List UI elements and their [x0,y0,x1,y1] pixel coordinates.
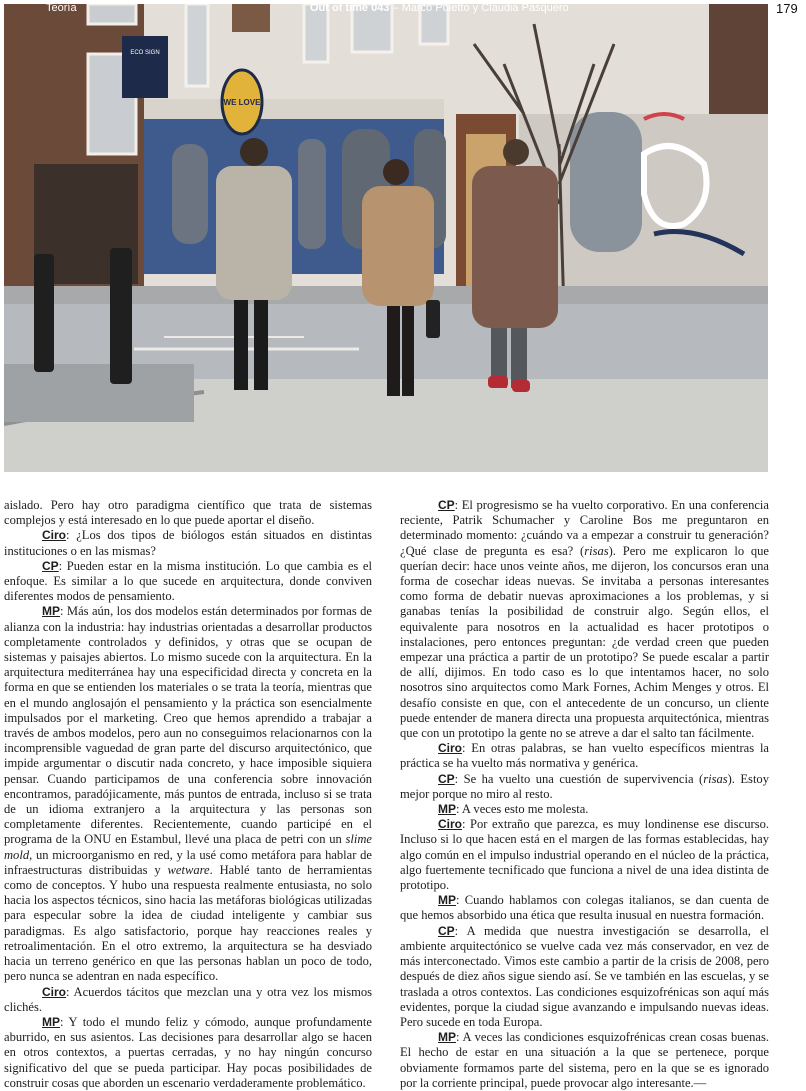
paragraph-text: ). Estoy mejor porque no miro al resto. [400,771,769,801]
speaker-label: MP [438,802,456,817]
paragraph [400,1030,769,1091]
right-text-column [400,498,769,1091]
speaker-label: CP [42,558,59,573]
paragraph-text: , un microorganismo en red, y la usé como metáfora para hablar de infraestructuras distribuidas y [4,847,372,877]
round-sign-text: WE LOVE [223,98,261,107]
speaker-label: MP [42,604,60,619]
arched-window-right [570,112,642,252]
italic-term: wetware [167,862,210,877]
speaker-label: Ciro [42,984,66,999]
paragraph-text: : Por extraño que parezca, es muy londinense ese discurso. Incluso si lo que hacen está en el margen de las formas establecidas, hay algo común en el impulso industrial operando en el núcleo de la práctica, algo fuertemente tecnificado que funciona a nivel de una idea distinta de prototipo. [400,817,769,893]
authors: Marco Poletto y Claudia Pasquero [401,2,569,14]
bollard [110,248,132,384]
speaker-label: CP [438,771,455,786]
street-photo [4,4,768,472]
paragraph-text: : ¿Los dos tipos de biólogos están situados en distintas instituciones o en las mismas? [4,528,372,558]
speaker-label: CP [438,498,455,512]
paragraph-text: : Acuerdos tácitos que mezclan una y otra vez los mismos clichés. [4,984,372,1014]
paragraph-text: : Y todo el mundo feliz y cómodo, aunque profundamente aburrido, en sus asientos. Las decisiones para desarrollar algo se hacen en otros contextos, a puertas cerradas, y no hay ningún concurso significativo del que se pueda participar. Hay pocas posibilidades de construir cosas que aborden un escenario verdaderamente problemático. [4,1014,372,1090]
paragraph-text: : Pueden estar en la misma institución. Lo que cambia es el enfoque. Es similar a lo que sucede en arquitectura, donde conviven diferentes modos de pensamiento. [4,558,372,604]
paragraph [400,893,769,923]
speaker-label: Ciro [438,817,462,832]
paragraph-text: aislado. Pero hay otro paradigma científico que trata de sistemas complejos y está interesado en lo que puede aportar el diseño. [4,498,372,528]
speaker-label: Ciro [42,528,66,543]
italic-term: risas [703,771,728,786]
italic-term: risas [584,543,609,558]
paragraph-text: : En otras palabras, se han vuelto específicos mientras la práctica se ha vuelto más normativa y genérica. [400,741,769,771]
paragraph [400,817,769,893]
paragraph [4,985,372,1015]
paragraph-text: ). Pero me explicaron lo que querían decir: hace unos veinte años, me dijeron, los concursos eran una forma de cosechar ideas nuevas. Se invitaba a personas interesantes como forma de debatir nuevas aproximaciones a los problemas, y si ganabas tenías la posibilidad de construir algo. Según ellos, el equivalente para nosotros en la actualidad es hacer prototipos o instalaciones, pero entonces preguntan: ¿de verdad creen que pueden empezar una práctica a partir de un prototipo? Se puede escalar a partir de allí, dijimos. En todo caso es lo que intentamos hacer, no solo nosotros sino arquitectos como Mark Fornes, Achim Menges y otros. El desafío consiste en que, con el antecedente de un concurso, un cliente puede entender de manera directa una propuesta arquitectónica, mientras que con un prototipo la gente no se atreve a dar el salto tan fácilmente. [400,543,770,741]
header-separator: – [392,2,399,14]
paragraph [400,802,769,817]
page-number: 179 [776,1,798,16]
paragraph-text: : Se ha vuelto una cuestión de supervivencia ( [454,771,704,786]
speaker-label: MP [42,1014,60,1029]
speaker-label: MP [438,1030,456,1045]
italic-term: slime mold [4,832,372,862]
shop-sign-text: ECO SIGN [130,50,160,56]
paragraph [400,924,769,1030]
paragraph-text: : El progresismo se ha vuelto corporativo. En una conferencia reciente, Patrik Schumacher y Caroline Bos me preguntaron en determinado momento: ¿cuándo va a empezar a construir tu generación? ¿Qué clase de pregunta es esa? ( [400,498,769,558]
arched-window [298,139,326,249]
near-pavement [4,364,194,422]
left-text-column [4,498,372,1091]
arched-window [172,144,208,244]
speaker-label: MP [438,893,456,908]
speaker-label: Ciro [438,741,462,756]
series-and-authors [310,2,569,14]
paragraph-text: : A veces las condiciones esquizofrénicas crean cosas buenas. El hecho de estar en una situación a la que se pertenece, porque obviamente formamos parte del sistema, pero en la que se es ignorado por la corriente principal, puede provocar algo interesante.— [400,1030,769,1090]
paragraph [4,559,372,605]
section-label: Teoría [46,2,77,14]
paragraph-text: : A medida que nuestra investigación se desarrolla, el ambiente arquitectónico se vuelve cada vez más conservador, en vez de más interconectado. Vimos este cambio a partir de la crisis de 2008, pero después de diez años sigue siendo así. Se ve también en las escuelas, y se traslada a otros contextos. Las condiciones esquizofrénicas son aquí más evidentes, porque la ciudad sigue avanzando e impulsando nuevas ideas. Pero sucede en toda Europa. [400,923,769,1029]
paragraph [4,528,372,558]
paragraph [4,498,372,528]
paragraph [400,741,769,771]
paragraph-text: : Más aún, los dos modelos están determinados por formas de alianza con la industria: hay industrias orientadas a desarrollar productos completamente controlados y definidos, y otras que se ocupan de sistemas y paisajes abiertos. Lo mismo sucede con la arquitectura. En la arquitectura mediterránea hay una especificidad directa y concreta en la forma en que se entienden los materiales o se trata la teoría, mientras que en el mundo anglosajón el pensamiento y la práctica son esencialmente impulsados por el marketing. Creo que hemos aprendido a trabajar a través de ambos modelos, pero aun no conseguimos relacionarnos con la incomprensible vaguedad de gran parte del discurso arquitectónico, que impide argumentar o discutir nada concreto, y hace imposible siquiera pensar. Cuando participamos de una conferencia sobre innovación encontramos, paradójicamente, más puntos de entrada, incluso si se trata de un idioma extranjero a la arquitectura y las personas son completamente diferentes. Recientemente, cuando participé en el programa de la ONU en Estambul, llevé una placa de petri con un [4,604,372,847]
paragraph [400,772,769,802]
paragraph [400,498,769,741]
running-header [0,0,806,18]
shop-sign [122,36,168,98]
speaker-label: CP [438,923,455,938]
bollard [34,254,54,372]
paragraph-text: . Hablé tanto de herramientas como de conceptos. Y hubo una respuesta realmente entusiasta, no solo hacia los aspectos técnicos, sino hacia las metáforas biológicas utilizadas para especular sobre la idea de ciudad inteligente y cambiar sus paradigmas. Es algo satisfactorio, porque hay reacciones reales y retroalimentación. En el otro extremo, la arquitectura se ha desviado hacia un terreno genérico en que las personas hablan un poco de todo, pero nunca se adentran en nada específico. [4,862,372,984]
paragraph-text: : A veces esto me molesta. [456,802,589,817]
paragraph [4,604,372,984]
series-title: Out of time 043 [310,2,390,14]
paragraph-text: : Cuando hablamos con colegas italianos, se dan cuenta de que hemos absorbido una ética que resulta inusual en nuestra formación. [400,893,769,923]
plaster-band [144,99,444,119]
